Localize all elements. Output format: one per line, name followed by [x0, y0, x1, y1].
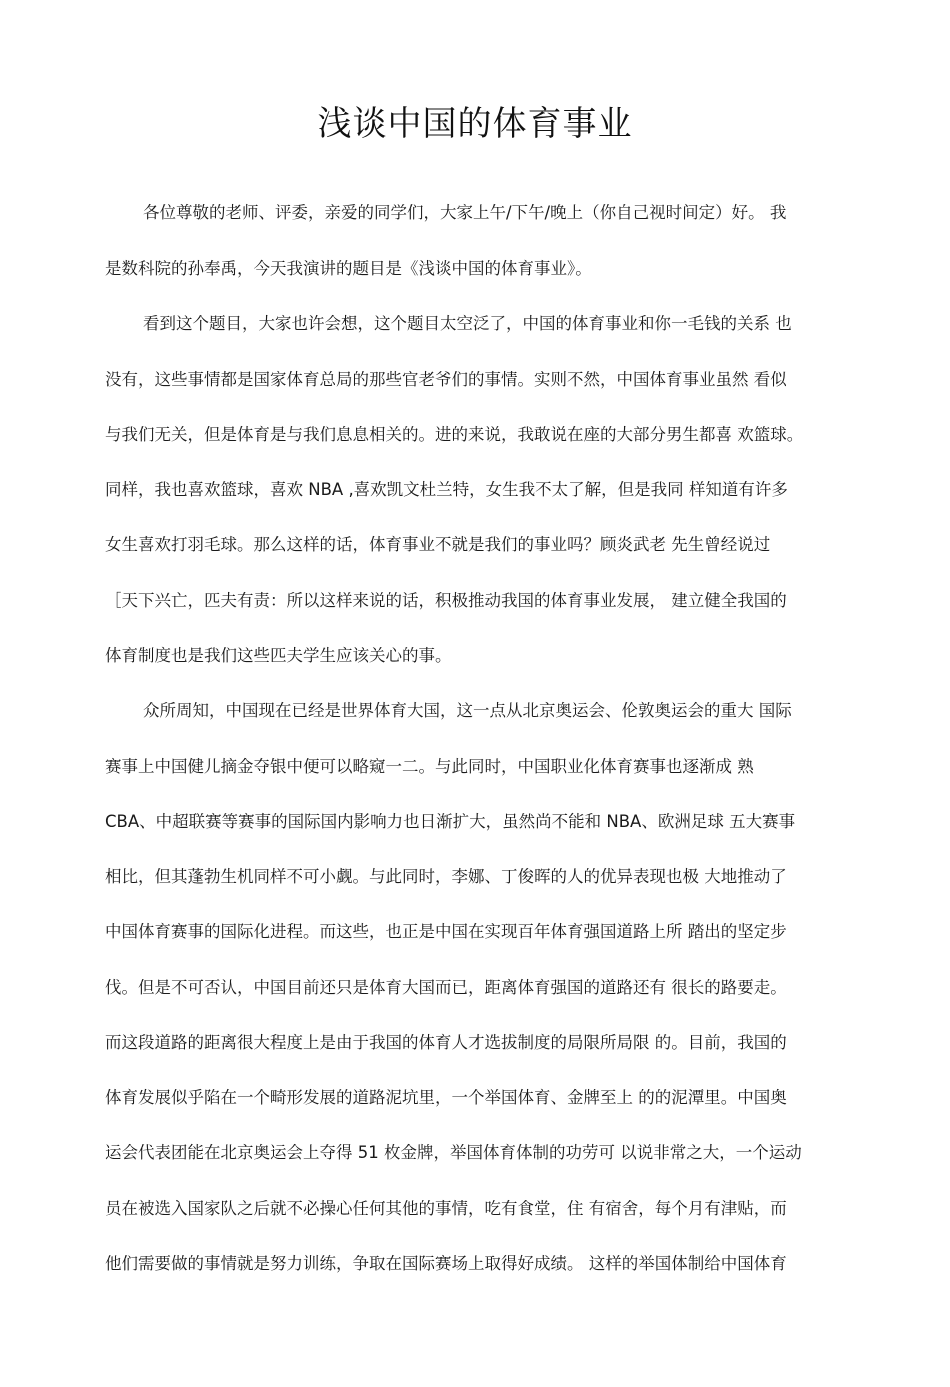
text-line: 众所周知，中国现在已经是世界体育大国，这一点从北京奥运会、伦敦奥运会的重大 国际: [143, 701, 792, 720]
text-line: CBA、中超联赛等赛事的国际国内影响力也日渐扩大，虽然尚不能和 NBA、欧洲足球 五大赛事: [105, 812, 796, 831]
text-line: 是数科院的孙奉禹，今天我演讲的题目是《浅谈中国的体育事业》。: [105, 259, 592, 278]
text-line: 相比，但其蓬勃生机同样不可小觑。与此同时，李娜、丁俊晖的人的优异表现也极 大地推动了: [105, 867, 787, 886]
text-line: 中国体育赛事的国际化进程。而这些，也正是中国在实现百年体育强国道路上所 踏出的坚定步: [105, 922, 787, 941]
text-line: 同样，我也喜欢篮球，喜欢 NBA ,喜欢凯文杜兰特，女生我不太了解，但是我同 样知道有许多: [105, 480, 788, 499]
text-line: 体育发展似乎陷在一个畸形发展的道路泥坑里，一个举国体育、金牌至上 的的泥潭里。中国奥: [105, 1088, 787, 1107]
text-line: ［天下兴亡，匹夫有责：所以这样来说的话，积极推动我国的体育事业发展， 建立健全我国的: [105, 591, 787, 610]
text-line: 各位尊敬的老师、评委，亲爱的同学们，大家上午/下午/晚上（你自己视时间定）好。 我: [143, 203, 787, 222]
text-line: 他们需要做的事情就是努力训练，争取在国际赛场上取得好成绩。 这样的举国体制给中国体育: [105, 1254, 787, 1273]
text-line: 赛事上中国健儿摘金夺银中便可以略窥一二。与此同时，中国职业化体育赛事也逐渐成 熟: [105, 757, 754, 776]
document-title: 浅谈中国的体育事业: [317, 104, 633, 144]
text-line: 女生喜欢打羽毛球。那么这样的话，体育事业不就是我们的事业吗？顾炎武老 先生曾经说过: [105, 535, 771, 554]
text-line: 而这段道路的距离很大程度上是由于我国的体育人才选拔制度的局限所局限 的。目前，我国的: [105, 1033, 787, 1052]
text-line: 没有，这些事情都是国家体育总局的那些官老爷们的事情。实则不然，中国体育事业虽然 看似: [105, 370, 787, 389]
text-line: 伐。但是不可否认，中国目前还只是体育大国而已，距离体育强国的道路还有 很长的路要走。: [105, 978, 787, 997]
text-line: 员在被选入国家队之后就不必操心任何其他的事情，吃有食堂，住 有宿舍，每个月有津贴，而: [105, 1199, 787, 1218]
text-line: 运会代表团能在北京奥运会上夺得 51 枚金牌，举国体育体制的功劳可 以说非常之大，一个运动: [105, 1143, 802, 1162]
text-line: 看到这个题目，大家也许会想，这个题目太空泛了，中国的体育事业和你一毛钱的关系 也: [143, 314, 792, 333]
text-line: 与我们无关，但是体育是与我们息息相关的。进的来说，我敢说在座的大部分男生都喜 欢篮球。: [105, 425, 804, 444]
text-line: 体育制度也是我们这些匹夫学生应该关心的事。: [105, 646, 452, 665]
